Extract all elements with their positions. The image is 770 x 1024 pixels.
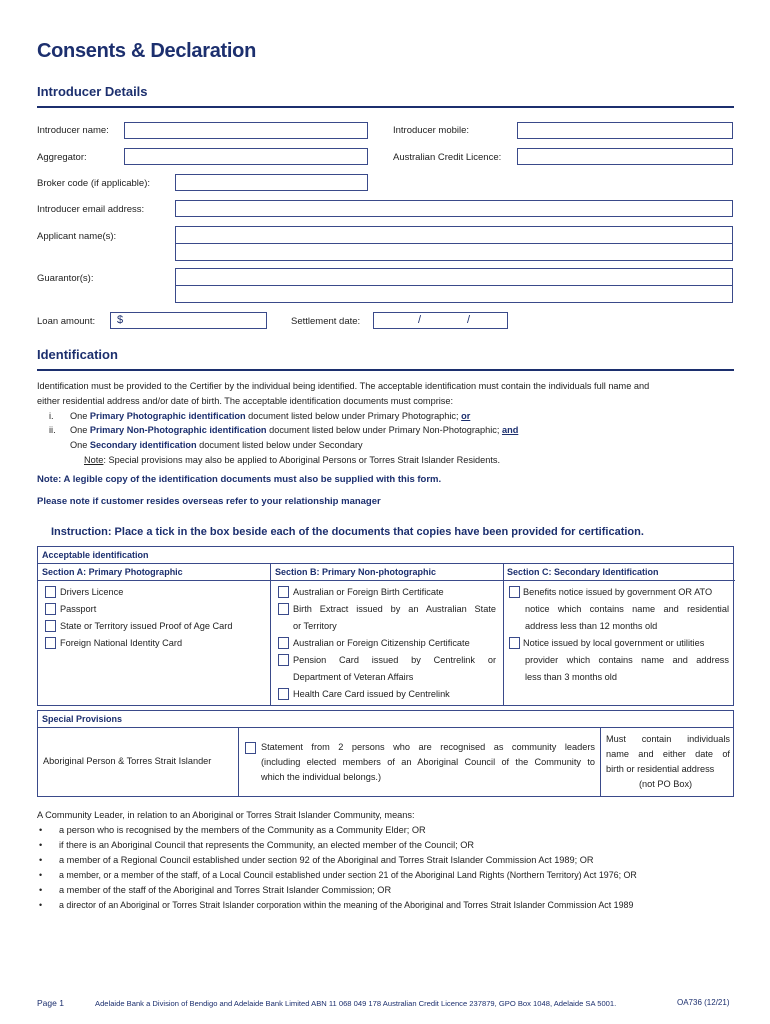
benefits-notice-checkbox[interactable] <box>509 586 520 598</box>
introducer-name-label: Introducer name: <box>37 125 109 136</box>
email-field[interactable] <box>175 200 733 217</box>
intro-line-2: either residential address and/or date of birth. The acceptable identification documents must comprise: <box>37 395 454 406</box>
date-separator-1: / <box>418 314 422 326</box>
community-leader-definition <box>37 808 737 913</box>
introducer-name-field[interactable] <box>124 122 368 139</box>
statement-checkbox[interactable] <box>245 742 256 754</box>
utilities-notice-checkbox[interactable] <box>509 637 520 649</box>
birth-cert-label: Australian or Foreign Birth Certificate <box>293 587 444 597</box>
pension-card-label: Pension Card issued by Centrelink or <box>293 655 496 665</box>
proof-of-age-checkbox[interactable] <box>45 620 56 632</box>
citizenship-cert-label: Australian or Foreign Citizenship Certificate <box>293 638 470 648</box>
introducer-rule <box>37 106 734 108</box>
email-label: Introducer email address: <box>37 204 145 215</box>
special-provisions-table <box>37 710 734 797</box>
footer-company: Adelaide Bank a Division of Bendigo and Adelaide Bank Limited ABN 11 068 049 178 Australian Credit Licence 237879, GPO Box 1048, Adelaide SA 5001. <box>95 999 617 1008</box>
benefits-notice-label: Benefits notice issued by government OR ATO <box>523 587 713 597</box>
page-title: Consents & Declaration <box>37 40 257 62</box>
list-item: • if there is an Aboriginal Council that represents the Community, an elected member of the Council; OR <box>39 840 475 850</box>
statement-label-2: (including elected members of an Aboriginal Council of the Community to <box>261 757 595 767</box>
guarantors-field-divider <box>175 285 733 286</box>
acceptable-id-table <box>37 546 734 706</box>
statement-label: Statement from 2 persons who are recognised as community leaders <box>261 742 595 752</box>
settlement-date-field[interactable] <box>373 312 508 329</box>
section-a-title: Section A: Primary Photographic <box>38 564 271 581</box>
introducer-mobile-field[interactable] <box>517 122 733 139</box>
currency-symbol: $ <box>117 314 124 326</box>
identification-heading: Identification <box>37 347 118 362</box>
item-i: i. One Primary Photographic identification document listed below under Primary Photographic; or <box>49 410 471 421</box>
list-item: • a member of a Regional Council established under section 92 of the Aboriginal and Torres Strait Islander Commission Act 1989; OR <box>39 855 594 865</box>
foreign-id-checkbox[interactable] <box>45 637 56 649</box>
introducer-mobile-label: Introducer mobile: <box>393 125 470 136</box>
community-intro: A Community Leader, in relation to an Aboriginal or Torres Strait Islander Community, means: <box>37 810 415 820</box>
pension-card-checkbox[interactable] <box>278 654 289 666</box>
proof-of-age-label: State or Territory issued Proof of Age Card <box>60 621 233 631</box>
section-c-title: Section C: Secondary Identification <box>503 564 735 581</box>
item-ii: ii. One Primary Non-Photographic identification document listed below under Primary Non-Photographic; and <box>49 425 519 436</box>
foreign-id-label: Foreign National Identity Card <box>60 638 183 648</box>
must-contain-label: Must contain individuals <box>606 734 730 744</box>
acceptable-id-heading: Acceptable identification <box>38 547 733 564</box>
aggregator-field[interactable] <box>124 148 368 165</box>
applicants-field-divider <box>175 243 733 244</box>
identification-rule <box>37 369 734 371</box>
sp-divider-2 <box>600 728 601 796</box>
benefits-notice-label-2: notice which contains name and residential <box>525 604 729 614</box>
drivers-licence-label: Drivers Licence <box>60 587 124 597</box>
list-item: • a person who is recognised by the members of the Community as a Community Elder; OR <box>39 825 426 835</box>
health-care-card-checkbox[interactable] <box>278 688 289 700</box>
must-contain-label-4: (not PO Box) <box>639 779 693 789</box>
utilities-notice-label-2: provider which contains name and address <box>525 655 729 665</box>
must-contain-label-3: birth or residential address <box>606 764 715 774</box>
citizenship-cert-checkbox[interactable] <box>278 637 289 649</box>
utilities-notice-label: Notice issued by local government or utilities <box>523 638 705 648</box>
applicants-label: Applicant name(s): <box>37 231 117 242</box>
special-note: Note: Special provisions may also be applied to Aboriginal Persons or Torres Strait Islander Residents. <box>84 454 501 465</box>
intro-line-1: Identification must be provided to the Certifier by the individual being identified. The acceptable identification must contain the individuals full name and <box>37 381 650 391</box>
identification-intro <box>37 379 737 468</box>
overseas-note: Please note if customer resides overseas refer to your relationship manager <box>37 496 381 507</box>
list-item: • a member of the staff of the Aboriginal and Torres Strait Islander Commission; OR <box>39 885 392 895</box>
aggregator-label: Aggregator: <box>37 152 87 163</box>
birth-extract-checkbox[interactable] <box>278 603 289 615</box>
loan-amount-label: Loan amount: <box>37 316 96 327</box>
utilities-notice-label-3: less than 3 months old <box>525 672 617 682</box>
must-contain-label-2: name and either date of <box>606 749 730 759</box>
credit-licence-label: Australian Credit Licence: <box>393 152 502 163</box>
health-care-card-label: Health Care Card issued by Centrelink <box>293 689 450 699</box>
benefits-notice-label-3: address less than 12 months old <box>525 621 658 631</box>
section-a <box>38 564 271 705</box>
statement-label-3: which the individual belongs.) <box>261 772 382 782</box>
instruction: Instruction: Place a tick in the box beside each of the documents that copies have been provided for certification. <box>51 526 644 538</box>
list-item: • a member, or a member of the staff, of a Local Council established under section 21 of the Aboriginal Land Rights (Northern Territory) Act 1976; OR <box>39 870 637 880</box>
settlement-label: Settlement date: <box>291 316 361 327</box>
guarantors-label: Guarantor(s): <box>37 273 94 284</box>
introducer-heading: Introducer Details <box>37 84 148 99</box>
special-provisions-heading: Special Provisions <box>38 711 733 728</box>
loan-amount-field[interactable] <box>110 312 267 329</box>
aboriginal-person-label: Aboriginal Person & Torres Strait Islander <box>43 756 212 766</box>
broker-code-field[interactable] <box>175 174 368 191</box>
birth-cert-checkbox[interactable] <box>278 586 289 598</box>
drivers-licence-checkbox[interactable] <box>45 586 56 598</box>
passport-label: Passport <box>60 604 97 614</box>
footer-form-code: OA736 (12/21) <box>677 998 730 1007</box>
birth-extract-label: Birth Extract issued by an Australian State <box>293 604 496 614</box>
list-item: • a director of an Aboriginal or Torres Strait Islander corporation within the meaning of the Aboriginal and Torres Strait Islander Commission Act 1989 <box>39 900 634 910</box>
sp-divider-1 <box>238 728 239 796</box>
passport-checkbox[interactable] <box>45 603 56 615</box>
pension-card-label-cont: Department of Veteran Affairs <box>293 672 414 682</box>
birth-extract-label-cont: or Territory <box>293 621 337 631</box>
broker-code-label: Broker code (if applicable): <box>37 178 150 189</box>
section-b <box>271 564 503 705</box>
legible-copy-note: Note: A legible copy of the identification documents must also be supplied with this form. <box>37 474 442 485</box>
item-iii: One Secondary identification document listed below under Secondary <box>70 440 363 451</box>
section-b-title: Section B: Primary Non-photographic <box>271 564 503 581</box>
footer-page-number: Page 1 <box>37 998 64 1008</box>
section-c <box>503 564 735 705</box>
credit-licence-field[interactable] <box>517 148 733 165</box>
date-separator-2: / <box>467 314 471 326</box>
